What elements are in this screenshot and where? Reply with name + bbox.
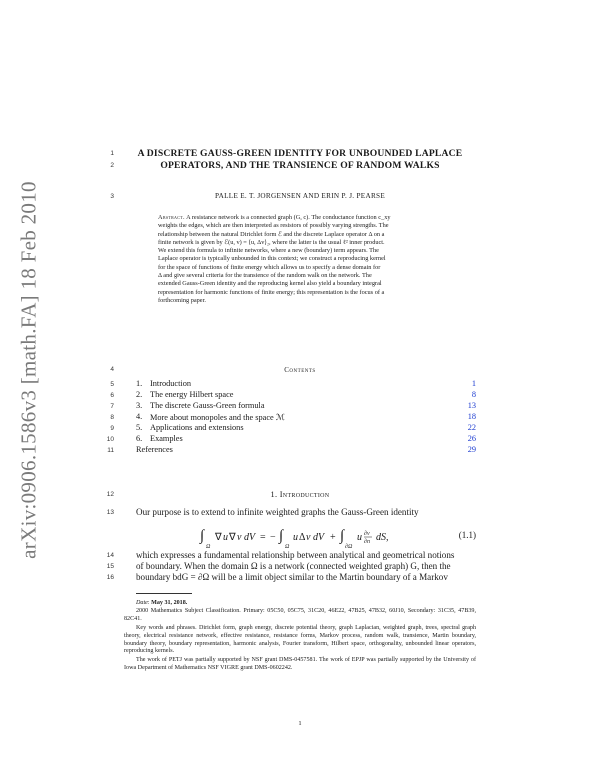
svg-text:∂n: ∂n xyxy=(364,539,370,545)
svg-text:u: u xyxy=(223,532,228,543)
toc-page-link[interactable]: 1 xyxy=(471,379,476,388)
abstract-line: weights the edges, which are then interpreted as resistors of possibly varying strengths. The xyxy=(158,222,389,230)
line-number: 2 xyxy=(110,162,114,169)
abstract-line: extended Gauss-Green identity and the reproducing kernel also yield a boundary integral xyxy=(158,280,382,288)
line-number: 4 xyxy=(110,366,114,373)
line-number: 13 xyxy=(106,509,114,516)
toc-entry[interactable]: 1. Introduction 1 xyxy=(136,379,476,388)
svg-text:v dV: v dV xyxy=(237,532,256,543)
abstract-line: Δ and give several criteria for the transience of the random walk on the network. The xyxy=(158,272,372,280)
line-number: 3 xyxy=(110,193,114,200)
svg-text:∫: ∫ xyxy=(200,528,205,544)
toc-page-link[interactable]: 18 xyxy=(467,412,476,421)
arxiv-stamp: arXiv:0906.1586v3 [math.FA] 18 Feb 2010 xyxy=(16,181,41,559)
svg-text:∂v: ∂v xyxy=(364,531,370,537)
page-number: 1 xyxy=(298,720,302,727)
abstract-line: Laplace operator is typically unbounded in this context; we construct a reproducing kernel xyxy=(158,255,386,263)
abstract xyxy=(158,214,444,305)
line-number: 9 xyxy=(110,425,114,432)
toc-page-link[interactable]: 22 xyxy=(467,423,476,432)
authors: PALLE E. T. JORGENSEN AND ERIN P. J. PEARSE xyxy=(214,192,386,200)
section-heading: 1. Introduction xyxy=(270,490,330,499)
line-number: 14 xyxy=(106,552,114,559)
footnote-date: Date: May 31, 2018. xyxy=(136,600,188,606)
body-line: boundary bdG = ∂Ω will be a limit object similar to the Martin boundary of a Markov xyxy=(136,572,448,582)
paper-title-line-1: A DISCRETE GAUSS-GREEN IDENTITY FOR UNBOUNDED LAPLACE xyxy=(137,148,463,159)
intro-paragraph-first-line: Our purpose is to extend to infinite weighted graphs the Gauss-Green identity xyxy=(136,507,419,517)
svg-text:v dV: v dV xyxy=(306,532,325,543)
toc-entry[interactable]: 4. More about monopoles and the space ℳ 18 xyxy=(136,412,476,422)
contents-heading: Contents xyxy=(284,366,316,374)
svg-text:∇: ∇ xyxy=(229,532,236,543)
toc-entry[interactable]: 6. Examples 26 xyxy=(136,434,476,443)
abstract-line: representation for harmonic functions of finite energy; this representation is the focus of a xyxy=(158,288,385,296)
svg-text:=: = xyxy=(260,532,266,543)
line-number: 5 xyxy=(110,381,114,388)
svg-text:−: − xyxy=(270,532,276,543)
svg-text:∂Ω: ∂Ω xyxy=(345,544,353,550)
toc-entry[interactable]: 3. The discrete Gauss-Green formula 13 xyxy=(136,401,476,410)
abstract-line: Abstract. A resistance network is a connected graph (G, c). The conductance function c_xy xyxy=(158,214,391,221)
line-number: 12 xyxy=(106,491,114,498)
svg-text:u: u xyxy=(357,532,362,543)
svg-text:∫: ∫ xyxy=(279,528,284,544)
line-number: 10 xyxy=(106,436,114,443)
toc-entry[interactable]: 2. The energy Hilbert space 8 xyxy=(136,390,476,399)
svg-text:u: u xyxy=(293,532,298,543)
abstract-line: finite network is given by ℰ(u, v) = ⟨u, Δv⟩₂, where the latter is the usual ℓ² inner product. xyxy=(158,238,385,246)
equation-formula xyxy=(136,524,476,552)
line-number: 7 xyxy=(110,403,114,410)
abstract-line: forthcoming paper. xyxy=(158,296,206,304)
body-line: which expresses a fundamental relationship between analytical and geometrical notions xyxy=(136,550,455,560)
abstract-line: for the space of functions of finite energy which allows us to specify a dense domain for xyxy=(158,263,381,271)
line-number: 15 xyxy=(106,563,114,570)
abstract-line: relationship between the natural Dirichlet form ℰ and the discrete Laplace operator Δ on a xyxy=(158,230,385,238)
footnote-msc: 2000 Mathematics Subject Classification. Primary: 05C50, 05C75, 31C20, 46E22, 47B25, 47B32, 60J10, Secondary: 31C35, 47B39, 82C41. xyxy=(124,607,476,622)
toc-page-link[interactable]: 26 xyxy=(467,434,476,443)
svg-text:Ω: Ω xyxy=(206,544,211,550)
equation-number: (1.1) xyxy=(458,530,476,540)
toc-page-link[interactable]: 13 xyxy=(467,401,476,410)
toc-entry[interactable]: 5. Applications and extensions 22 xyxy=(136,423,476,432)
line-number: 16 xyxy=(106,574,114,581)
toc-page-link[interactable]: 8 xyxy=(471,390,476,399)
line-number: 8 xyxy=(110,414,114,421)
paper-title-line-2: OPERATORS, AND THE TRANSIENCE OF RANDOM WALKS xyxy=(160,160,440,171)
body-line: of boundary. When the domain Ω is a network (connected weighted graph) G, then the xyxy=(136,561,451,571)
footnotes xyxy=(124,600,476,673)
svg-text:∫: ∫ xyxy=(340,528,345,544)
svg-text:∇: ∇ xyxy=(215,532,222,543)
toc-page-link[interactable]: 29 xyxy=(467,445,476,454)
line-number: 1 xyxy=(110,150,114,157)
svg-text:Ω: Ω xyxy=(285,544,290,550)
abstract-label: Abstract. xyxy=(158,214,185,221)
toc-entry[interactable]: References 29 xyxy=(136,445,476,454)
footnote-rule xyxy=(136,593,192,594)
svg-text:+: + xyxy=(330,532,336,543)
abstract-line: We extend this formula to infinite networks, where a new (boundary) term appears. The xyxy=(158,247,379,255)
line-number: 6 xyxy=(110,392,114,399)
svg-text:Δ: Δ xyxy=(299,532,306,543)
footnote-support: The work of PETJ was partially supported by NSF grant DMS-0457581. The work of EPJP was partially supported by the University of Iowa Department of Mathematics NSF VIGRE grant DMS-0602242. xyxy=(124,657,476,672)
footnote-keywords: Key words and phrases. Dirichlet form, graph energy, discrete potential theory, graph Laplacian, weighted graph, trees, spectral graph theory, electrical resistance network, effective resistance, resistance forms, Markov process, random walk, transience, Martin boundary, boundary theory, boundary representation, harmonic analysis, Fourier transform, Hilbert space, orthogonality, unbounded linear operators, reproducing kernels. xyxy=(124,624,476,655)
gauss-green-equation xyxy=(136,524,476,550)
svg-text:dS,: dS, xyxy=(376,532,389,543)
line-number: 11 xyxy=(107,447,114,454)
